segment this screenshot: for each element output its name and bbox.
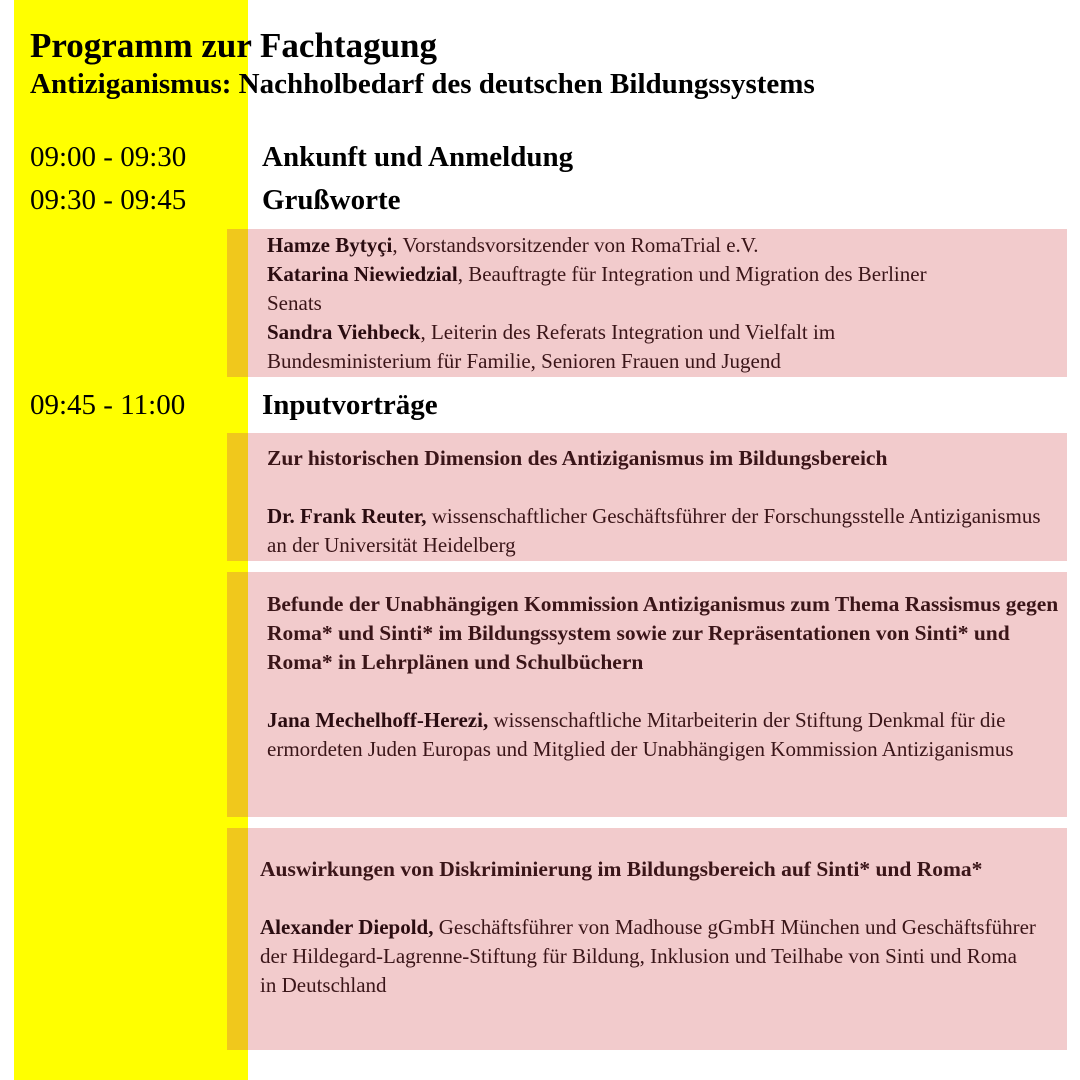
talk-speaker: Alexander Diepold,: [260, 915, 434, 939]
greeting-name: Katarina Niewiedzial: [267, 262, 458, 286]
talk-speaker-line: [267, 502, 1057, 560]
slot-time-arrival: 09:00 - 09:30: [30, 141, 187, 173]
talk-speaker-line: [260, 913, 1037, 1000]
slot-heading-inputs: Inputvorträge: [262, 389, 438, 421]
greeting-name: Hamze Bytyçi: [267, 233, 393, 257]
talk-box-2: [227, 572, 1067, 817]
talk-speaker: Dr. Frank Reuter,: [267, 504, 427, 528]
talk-speaker-role: wissenschaftliche Mitarbeiterin der Stiftung Denkmal für die ermordeten Juden Europas und Mitglied der Unabhängigen Kommission Antiziganismus: [267, 708, 1014, 761]
talk-content: [267, 590, 1067, 764]
page-subtitle: Antiziganismus: Nachholbedarf des deutschen Bildungssystems: [30, 68, 815, 100]
talk-title: Befunde der Unabhängigen Kommission Antiziganismus zum Thema Rassismus gegen Roma* und Sinti* im Bildungssystem sowie zur Repräsentationen von Sinti* und Roma* in Lehrplänen und Schulbüchern: [267, 592, 1059, 674]
talk-title: Auswirkungen von Diskriminierung im Bildungsbereich auf Sinti* und Roma*: [260, 857, 983, 881]
talk-speaker-role: wissenschaftlicher Geschäftsführer der Forschungsstelle Antiziganismus an der Universität Heidelberg: [267, 504, 1041, 557]
page-title: Programm zur Fachtagung: [30, 26, 437, 65]
slot-heading-arrival: Ankunft und Anmeldung: [262, 141, 574, 173]
title-block: [30, 26, 815, 102]
talk-box-1: [227, 433, 1067, 561]
talk-speaker-line: [267, 706, 1067, 764]
greeting-item: [267, 231, 967, 260]
talk-speaker: Jana Mechelhoff-Herezi,: [267, 708, 489, 732]
greeting-item: [267, 318, 967, 376]
talk-speaker-role: Geschäftsführer von Madhouse gGmbH München und Geschäftsführer der Hildegard-Lagrenne-Stiftung für Bildung, Inklusion und Teilhabe von Sinti und Roma in Deutschland: [260, 915, 1036, 997]
slot-time-greetings: 09:30 - 09:45: [30, 184, 187, 216]
talk-box-3: [227, 828, 1067, 1050]
greetings-box: [227, 229, 1067, 377]
greeting-role: , Leiterin des Referats Integration und Vielfalt im Bundesministerium für Familie, Senioren Frauen und Jugend: [267, 320, 836, 373]
greeting-role: , Vorstandsvorsitzender von RomaTrial e.V.: [392, 233, 759, 257]
greeting-name: Sandra Viehbeck: [267, 320, 421, 344]
greetings-list: [267, 231, 967, 376]
talk-content: [267, 444, 1057, 560]
slot-time-inputs: 09:45 - 11:00: [30, 389, 186, 421]
greeting-role: , Beauftragte für Integration und Migration des Berliner Senats: [267, 262, 927, 315]
slot-heading-greetings: Grußworte: [262, 184, 401, 216]
talk-content: [260, 855, 1037, 1000]
greeting-item: [267, 260, 967, 318]
talk-title: Zur historischen Dimension des Antiziganismus im Bildungsbereich: [267, 446, 888, 470]
